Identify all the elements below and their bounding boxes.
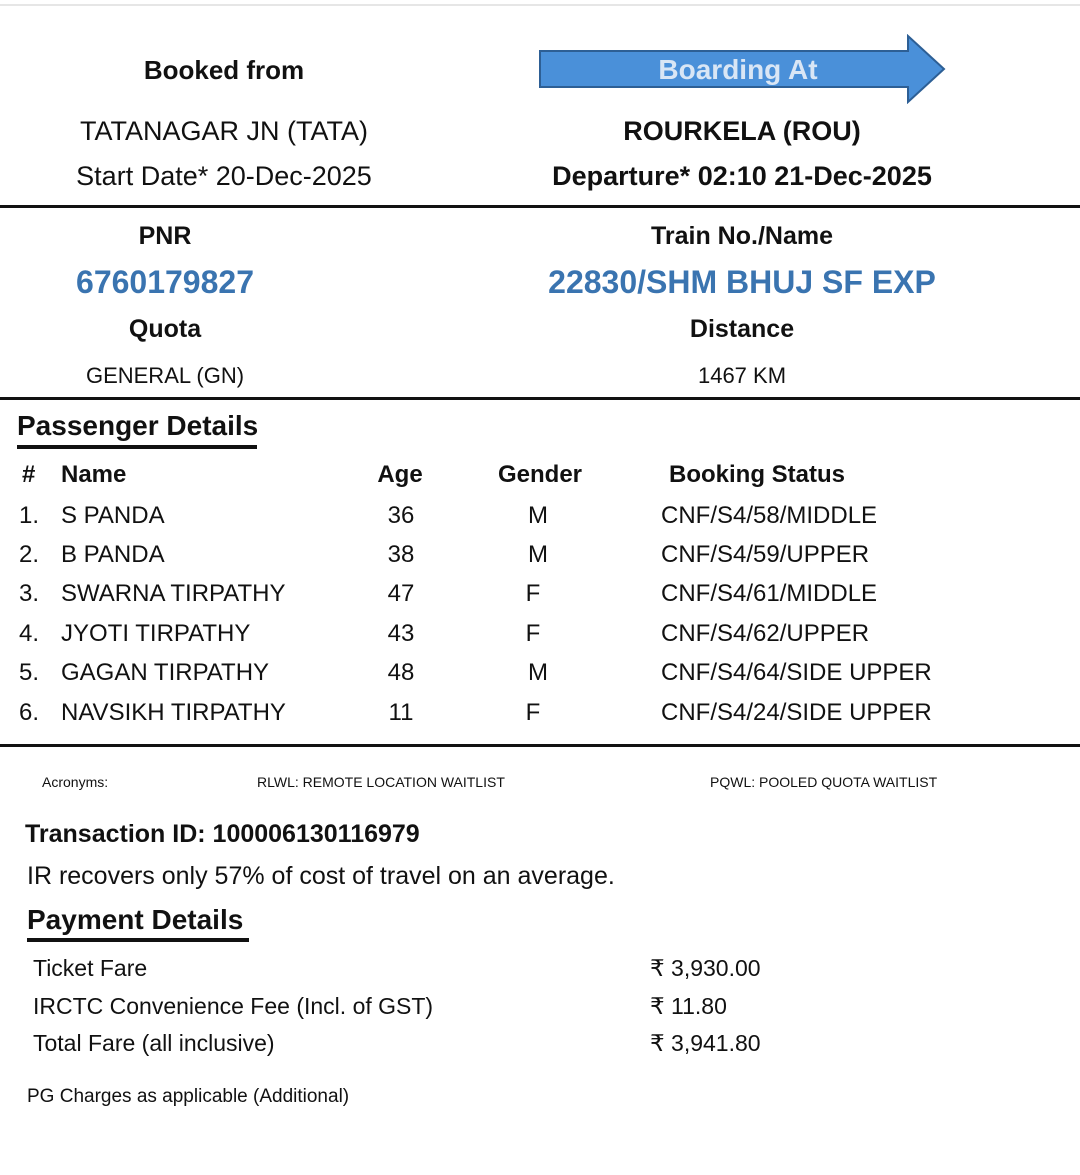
passenger-gender: F — [525, 580, 541, 607]
passenger-gender: M — [528, 502, 548, 529]
boarding-label: Boarding At — [658, 54, 818, 85]
fee-amount: ₹ 11.80 — [650, 993, 727, 1019]
from-station: TATANAGAR JN (TATA) — [80, 116, 368, 146]
passenger-name: GAGAN TIRPATHY — [61, 659, 270, 686]
cost-recovery-note: IR recovers only 57% of cost of travel on an average. — [27, 862, 615, 890]
header-booking-status: Booking Status — [669, 461, 846, 488]
passenger-gender: M — [528, 541, 548, 568]
booking-status: CNF/S4/62/UPPER — [661, 620, 870, 647]
passenger-name: JYOTI TIRPATHY — [61, 620, 251, 647]
fare-label: Ticket Fare — [33, 955, 148, 981]
passenger-age: 43 — [387, 620, 415, 647]
row-num: 1. — [19, 502, 40, 529]
booking-status: CNF/S4/59/UPPER — [661, 541, 870, 568]
passenger-age: 11 — [388, 699, 414, 726]
row-num: 5. — [19, 659, 40, 686]
row-num: 4. — [19, 620, 40, 647]
distance-value: 1467 KM — [697, 363, 787, 388]
header-gender: Gender — [497, 461, 583, 488]
distance-label: Distance — [689, 315, 795, 343]
passenger-name: SWARNA TIRPATHY — [61, 580, 286, 607]
start-date: Start Date* 20-Dec-2025 — [76, 161, 372, 191]
fee-label: IRCTC Convenience Fee (Incl. of GST) — [33, 993, 434, 1019]
passenger-gender: F — [525, 699, 541, 726]
row-num: 2. — [19, 541, 40, 568]
transaction-id: Transaction ID: 100006130116979 — [25, 820, 420, 848]
passenger-name: B PANDA — [61, 541, 165, 568]
booking-status: CNF/S4/24/SIDE UPPER — [661, 699, 932, 726]
header-num: # — [22, 461, 36, 488]
payment-details-title: Payment Details — [27, 904, 244, 935]
top-divider — [0, 4, 1080, 6]
total-label: Total Fare (all inclusive) — [33, 1030, 275, 1056]
passenger-name: NAVSIKH TIRPATHY — [61, 699, 286, 726]
boarding-station: ROURKELA (ROU) — [623, 116, 861, 146]
passenger-age: 48 — [387, 659, 415, 686]
title-underline — [17, 445, 257, 449]
section-divider — [0, 205, 1080, 208]
row-num: 6. — [19, 699, 40, 726]
quota-label: Quota — [128, 315, 202, 343]
section-divider — [0, 397, 1080, 400]
passenger-gender: M — [528, 659, 548, 686]
booking-status: CNF/S4/61/MIDDLE — [661, 580, 878, 607]
passenger-details-title: Passenger Details — [17, 410, 259, 441]
section-divider — [0, 744, 1080, 747]
header-name: Name — [61, 461, 127, 488]
acronym-rlwl: RLWL: REMOTE LOCATION WAITLIST — [257, 774, 505, 790]
quota-value: GENERAL (GN) — [85, 363, 245, 388]
passenger-age: 47 — [387, 580, 415, 607]
fare-amount: ₹ 3,930.00 — [650, 955, 761, 981]
pnr-value: 6760179827 — [76, 264, 254, 300]
title-underline — [27, 938, 249, 942]
header-age: Age — [377, 461, 423, 488]
booking-status: CNF/S4/58/MIDDLE — [661, 502, 878, 529]
booking-status: CNF/S4/64/SIDE UPPER — [661, 659, 932, 686]
boarding-arrow-icon — [538, 34, 946, 104]
pg-charges-note: PG Charges as applicable (Additional) — [27, 1086, 350, 1107]
train-value: 22830/SHM BHUJ SF EXP — [548, 264, 936, 300]
total-amount: ₹ 3,941.80 — [650, 1030, 761, 1056]
row-num: 3. — [19, 580, 40, 607]
train-label: Train No./Name — [651, 222, 833, 250]
departure-time: Departure* 02:10 21-Dec-2025 — [552, 161, 932, 191]
pnr-label: PNR — [138, 222, 192, 250]
booked-from-label: Booked from — [143, 55, 305, 85]
acronym-pqwl: PQWL: POOLED QUOTA WAITLIST — [710, 774, 938, 790]
passenger-age: 38 — [387, 541, 415, 568]
passenger-age: 36 — [387, 502, 415, 529]
passenger-name: S PANDA — [61, 502, 165, 529]
acronyms-label: Acronyms: — [42, 774, 109, 790]
passenger-gender: F — [525, 620, 541, 647]
